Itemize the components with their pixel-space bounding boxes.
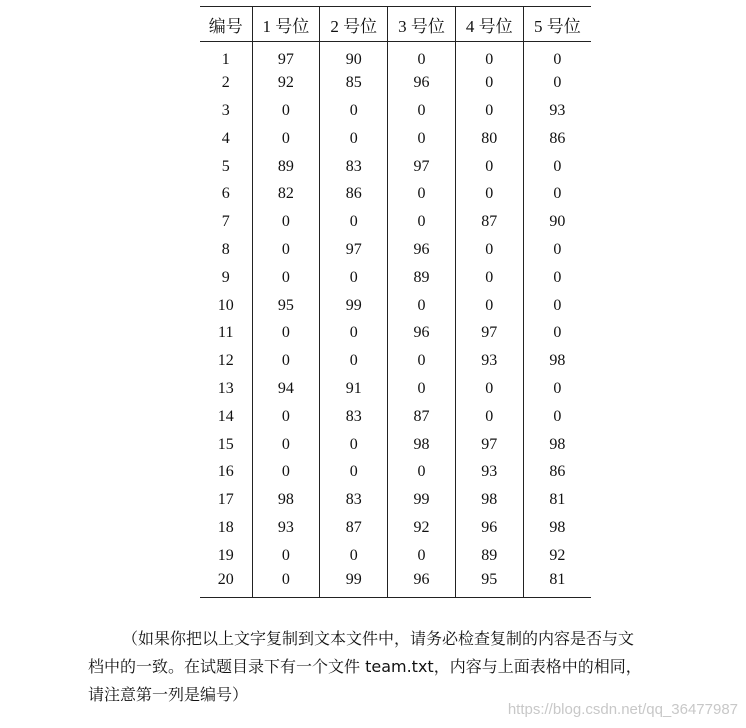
note-paragraph <box>88 625 708 709</box>
score-cell: 0 <box>252 542 320 570</box>
table-row <box>200 69 591 97</box>
score-cell: 0 <box>320 208 388 236</box>
table-row <box>200 42 591 70</box>
score-cell: 97 <box>320 236 388 264</box>
score-cell: 0 <box>252 403 320 431</box>
note-line-1-text: （如果你把以上文字复制到文本文件中，请务必检查复制的内容是否与文 <box>122 629 635 648</box>
header-pos-4: 4 号位 <box>455 7 523 42</box>
score-cell: 0 <box>320 125 388 153</box>
score-table <box>200 6 591 598</box>
table-row <box>200 153 591 181</box>
score-cell: 0 <box>252 570 320 598</box>
row-id-cell: 2 <box>221 74 230 92</box>
score-cell: 0 <box>455 375 523 403</box>
table-row <box>200 125 591 153</box>
score-cell: 0 <box>523 375 591 403</box>
score-cell: 92 <box>523 542 591 570</box>
score-cell: 81 <box>523 486 591 514</box>
header-pos-5: 5 号位 <box>523 7 591 42</box>
score-cell: 0 <box>252 264 320 292</box>
score-cell: 97 <box>455 431 523 459</box>
table-body <box>200 42 591 598</box>
table-row <box>200 458 591 486</box>
row-id-cell: 3 <box>221 101 230 119</box>
score-cell: 93 <box>455 458 523 486</box>
table-row <box>200 570 591 598</box>
header-pos-3: 3 号位 <box>388 7 456 42</box>
score-cell: 97 <box>252 42 320 70</box>
score-cell: 92 <box>388 514 456 542</box>
row-id-cell: 1 <box>221 50 230 68</box>
score-cell: 96 <box>388 69 456 97</box>
score-cell: 0 <box>320 458 388 486</box>
table-row <box>200 292 591 320</box>
table-row <box>200 431 591 459</box>
score-cell: 85 <box>320 69 388 97</box>
score-cell: 95 <box>455 570 523 598</box>
score-cell: 0 <box>252 97 320 125</box>
score-cell: 96 <box>388 570 456 598</box>
score-cell: 0 <box>455 292 523 320</box>
score-cell: 89 <box>252 153 320 181</box>
row-id-cell: 14 <box>217 407 234 425</box>
score-cell: 0 <box>252 347 320 375</box>
table-row <box>200 403 591 431</box>
row-id-cell: 6 <box>221 185 230 203</box>
score-cell: 83 <box>320 486 388 514</box>
score-cell: 0 <box>523 69 591 97</box>
score-cell: 0 <box>523 403 591 431</box>
score-cell: 0 <box>388 125 456 153</box>
score-cell: 0 <box>388 42 456 70</box>
row-id-cell: 18 <box>217 518 234 536</box>
score-cell: 86 <box>320 180 388 208</box>
table-row <box>200 375 591 403</box>
score-cell: 82 <box>252 180 320 208</box>
score-cell: 0 <box>523 264 591 292</box>
score-cell: 0 <box>388 292 456 320</box>
score-cell: 98 <box>455 486 523 514</box>
score-cell: 0 <box>455 403 523 431</box>
score-cell: 0 <box>388 347 456 375</box>
score-cell: 99 <box>320 570 388 598</box>
score-cell: 0 <box>320 264 388 292</box>
table-row <box>200 319 591 347</box>
score-cell: 0 <box>523 180 591 208</box>
row-id-cell: 13 <box>217 379 234 397</box>
score-cell: 97 <box>455 319 523 347</box>
score-cell: 98 <box>523 347 591 375</box>
score-cell: 80 <box>455 125 523 153</box>
score-cell: 86 <box>523 125 591 153</box>
score-cell: 97 <box>388 153 456 181</box>
score-cell: 0 <box>388 180 456 208</box>
score-cell: 0 <box>455 180 523 208</box>
score-cell: 99 <box>320 292 388 320</box>
row-id-cell: 12 <box>217 352 234 370</box>
score-cell: 0 <box>455 236 523 264</box>
score-cell: 0 <box>388 375 456 403</box>
table-row <box>200 236 591 264</box>
score-cell: 95 <box>252 292 320 320</box>
row-id-cell: 4 <box>221 129 230 147</box>
row-id-cell: 9 <box>221 268 230 286</box>
note-line-1 <box>88 625 708 653</box>
score-cell: 0 <box>523 236 591 264</box>
score-cell: 0 <box>252 125 320 153</box>
watermark: https://blog.csdn.net/qq_36477987 <box>507 701 738 718</box>
score-cell: 0 <box>388 458 456 486</box>
score-cell: 0 <box>252 431 320 459</box>
score-cell: 83 <box>320 403 388 431</box>
row-id-cell: 10 <box>217 296 234 314</box>
row-id-cell: 7 <box>221 213 230 231</box>
score-cell: 96 <box>388 236 456 264</box>
note-line-2: 档中的一致。在试题目录下有一个文件 team.txt，内容与上面表格中的相同， <box>88 657 642 676</box>
row-id-cell: 17 <box>217 491 234 509</box>
score-cell: 89 <box>455 542 523 570</box>
table-row <box>200 486 591 514</box>
score-cell: 0 <box>455 153 523 181</box>
score-cell: 83 <box>320 153 388 181</box>
score-cell: 0 <box>252 236 320 264</box>
row-id-cell: 16 <box>217 463 234 481</box>
header-id: 编号 <box>208 16 243 36</box>
score-cell: 99 <box>388 486 456 514</box>
header-pos-1: 1 号位 <box>252 7 320 42</box>
score-cell: 87 <box>388 403 456 431</box>
row-id-cell: 15 <box>217 435 234 453</box>
table-row <box>200 542 591 570</box>
table-row <box>200 264 591 292</box>
score-table-container <box>200 6 591 598</box>
score-cell: 0 <box>252 208 320 236</box>
table-row <box>200 514 591 542</box>
score-cell: 0 <box>252 458 320 486</box>
table-row <box>200 347 591 375</box>
row-id-cell: 11 <box>218 324 234 342</box>
table-header-row <box>200 7 591 42</box>
header-pos-2: 2 号位 <box>320 7 388 42</box>
score-cell: 98 <box>523 514 591 542</box>
score-cell: 81 <box>523 570 591 598</box>
table-row <box>200 180 591 208</box>
score-cell: 0 <box>523 292 591 320</box>
score-cell: 94 <box>252 375 320 403</box>
score-cell: 91 <box>320 375 388 403</box>
row-id-cell: 5 <box>221 157 230 175</box>
score-cell: 98 <box>388 431 456 459</box>
score-cell: 98 <box>252 486 320 514</box>
score-cell: 87 <box>320 514 388 542</box>
row-id-cell: 8 <box>221 240 230 258</box>
score-cell: 0 <box>320 542 388 570</box>
score-cell: 0 <box>523 153 591 181</box>
score-cell: 92 <box>252 69 320 97</box>
score-cell: 93 <box>455 347 523 375</box>
score-cell: 90 <box>523 208 591 236</box>
row-id-cell: 19 <box>217 546 234 564</box>
score-cell: 0 <box>388 208 456 236</box>
score-cell: 98 <box>523 431 591 459</box>
score-cell: 0 <box>320 97 388 125</box>
score-cell: 0 <box>455 264 523 292</box>
score-cell: 96 <box>388 319 456 347</box>
score-cell: 0 <box>320 431 388 459</box>
score-cell: 87 <box>455 208 523 236</box>
score-cell: 0 <box>455 69 523 97</box>
note-line-3: 请注意第一列是编号） <box>88 685 249 704</box>
score-cell: 0 <box>523 319 591 347</box>
table-row <box>200 208 591 236</box>
score-cell: 0 <box>320 347 388 375</box>
score-cell: 0 <box>388 97 456 125</box>
table-row <box>200 97 591 125</box>
score-cell: 0 <box>455 97 523 125</box>
score-cell: 0 <box>252 319 320 347</box>
score-cell: 89 <box>388 264 456 292</box>
score-cell: 86 <box>523 458 591 486</box>
score-cell: 0 <box>455 42 523 70</box>
score-cell: 0 <box>388 542 456 570</box>
score-cell: 0 <box>320 319 388 347</box>
score-cell: 0 <box>523 42 591 70</box>
row-id-cell: 20 <box>217 571 234 589</box>
score-cell: 93 <box>523 97 591 125</box>
score-cell: 93 <box>252 514 320 542</box>
score-cell: 96 <box>455 514 523 542</box>
score-cell: 90 <box>320 42 388 70</box>
